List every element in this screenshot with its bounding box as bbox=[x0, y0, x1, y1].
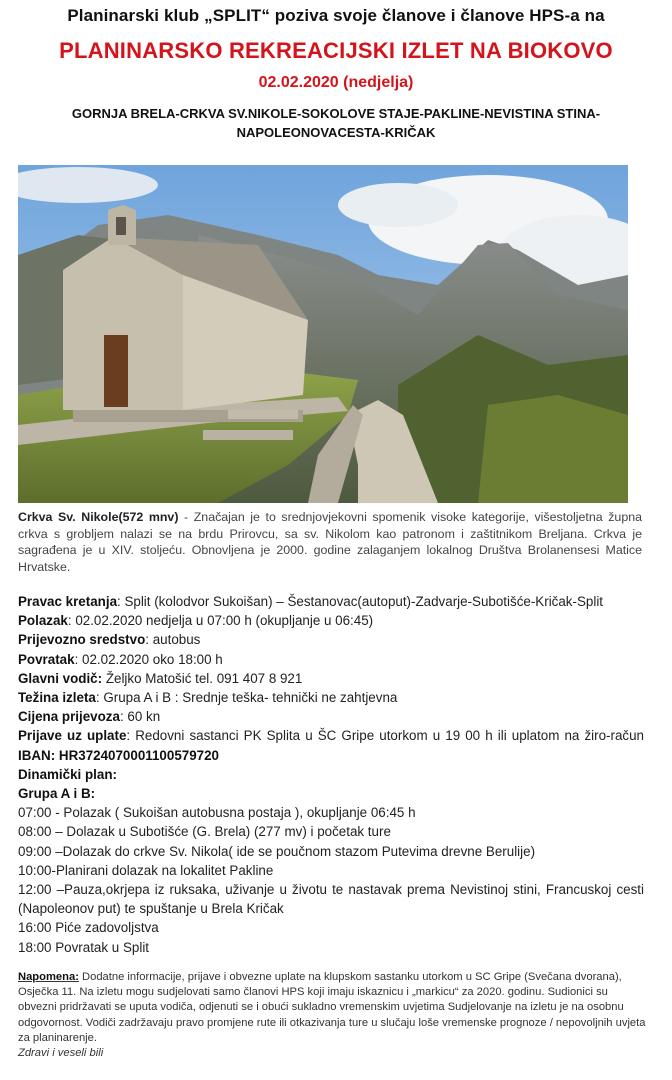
info-registration-label: Prijave uz uplate bbox=[18, 728, 127, 744]
info-guide-label: Glavni vodič: bbox=[18, 670, 103, 686]
note-label: Napomena: bbox=[18, 971, 79, 983]
info-departure-value: : 02.02.2020 nedjelja u 07:00 h (okupljanje u 06:45) bbox=[67, 613, 374, 629]
info-guide bbox=[18, 669, 644, 688]
info-difficulty-value: : Grupa A i B : Srednje teška- tehnički ne zahtjevna bbox=[95, 690, 398, 706]
signoff: Zdravi i veseli bili bbox=[18, 1047, 104, 1060]
plan-label: Dinamički plan: bbox=[18, 766, 117, 782]
info-difficulty-label: Težina izleta bbox=[18, 690, 96, 706]
schedule-item: 16:00 Piće zadovoljstva bbox=[18, 920, 159, 936]
schedule-item: 09:00 –Dolazak do crkve Sv. Nikola( ide se poučnom stazom Putevima drevne Berulije) bbox=[18, 843, 536, 859]
schedule-item: 07:00 - Polazak ( Sukoišan autobusna postaja ), okupljanje 06:45 h bbox=[18, 805, 416, 821]
church-caption bbox=[18, 509, 642, 575]
info-transport-value: : autobus bbox=[145, 632, 201, 648]
schedule-item: 18:00 Povratak u Split bbox=[18, 939, 150, 955]
note-section bbox=[18, 970, 648, 1061]
schedule-item: 12:00 –Pauza,okrjepa iz ruksaka, uživanje u životu te nastavak prema Nevistinoj stini, Francuskoj cesti (Napoleonov put) te spuštanje u Brela Kričak bbox=[18, 882, 644, 917]
caption-text: - Značajan je to srednjovjekovni spomenik visoke kategorije, višestoljetna župna crkva s grobljem nalazi se na brdu Prirovcu, sa sv. Nikolom kao patronom i zaštitnikom Breljana. Crkva je sagrađena je u XIV. stoljeću. Obnovljena je 2000. godine zalaganjem lokalnog Društva Brolanensesi Matice Hrvatske. bbox=[18, 510, 642, 574]
schedule-item: 10:00-Planirani dolazak na lokalitet Pakline bbox=[18, 862, 274, 878]
info-registration bbox=[18, 726, 644, 764]
route-line-1: GORNJA BRELA-CRKVA SV.NIKOLE-SOKOLOVE STAJE-PAKLINE-NEVISTINA STINA- bbox=[71, 106, 601, 121]
info-return-label: Povratak bbox=[18, 651, 75, 667]
intro-heading: Planinarski klub „SPLIT“ poziva svoje članove i članove HPS-a na bbox=[67, 6, 605, 25]
info-guide-value: Željko Matošić tel. 091 407 8 921 bbox=[102, 670, 303, 686]
info-difficulty bbox=[18, 688, 644, 707]
info-price-label: Cijena prijevoza bbox=[18, 709, 120, 725]
route-heading bbox=[60, 104, 612, 142]
schedule-item: 08:00 – Dolazak u Subotišće (G. Brela) (277 mv) i početak ture bbox=[18, 824, 391, 840]
trip-info bbox=[18, 592, 644, 957]
event-date: 02.02.2020 (nedjelja) bbox=[258, 74, 414, 91]
plan-heading bbox=[18, 765, 644, 784]
info-registration-value: : Redovni sastanci PK Splita u ŠC Gripe utorkom u 19 00 h ili uplatom na žiro-račun bbox=[126, 728, 644, 744]
info-price-value: : 60 kn bbox=[119, 709, 161, 725]
info-price bbox=[18, 707, 644, 726]
info-return bbox=[18, 650, 644, 669]
info-return-value: : 02.02.2020 oko 18:00 h bbox=[74, 651, 223, 667]
group-label: Grupa A i B: bbox=[18, 786, 96, 802]
group-heading bbox=[18, 784, 644, 803]
info-route-label: Pravac kretanja bbox=[18, 594, 118, 609]
church-photo bbox=[18, 165, 628, 503]
info-iban: IBAN: HR3724070001100579720 bbox=[18, 747, 220, 763]
info-route-value: : Split (kolodvor Sukoišan) – Šestanovac(autoput)-Zadvarje-Subotišće-Kričak-Split bbox=[117, 594, 604, 609]
info-route bbox=[18, 592, 644, 611]
church-landscape-image bbox=[18, 165, 628, 503]
event-title: PLANINARSKO REKREACIJSKI IZLET NA BIOKOVO bbox=[59, 38, 613, 63]
info-departure bbox=[18, 611, 644, 630]
route-line-2: NAPOLEONOVACESTA-KRIČAK bbox=[236, 125, 436, 140]
note-text: Dodatne informacije, prijave i obvezne uplate na klupskom sastanku utorkom u SC Gripe (Svečana dvorana), Osječka 11. Na izletu mogu sudjelovati samo članovi HPS koji imaju iskaznicu i „markicu“ za 2020. godinu. Sudionici su obvezni pridržavati se uputa vodiča, odjenuti se i obući sukladno vremenskim uvjetima Sudjelovanje na izletu je na osobnu odgovornost. Vodiči zadržavaju pravo promjene rute ili otkazivanja ture u slučaju loše vremenske prognoze / nepovoljnih uvjeta za planinarenje. bbox=[18, 971, 646, 1044]
caption-label: Crkva Sv. Nikole(572 mnv) bbox=[18, 510, 179, 524]
info-transport-label: Prijevozno sredstvo bbox=[18, 632, 146, 648]
info-departure-label: Polazak bbox=[18, 613, 68, 629]
info-transport bbox=[18, 630, 644, 649]
